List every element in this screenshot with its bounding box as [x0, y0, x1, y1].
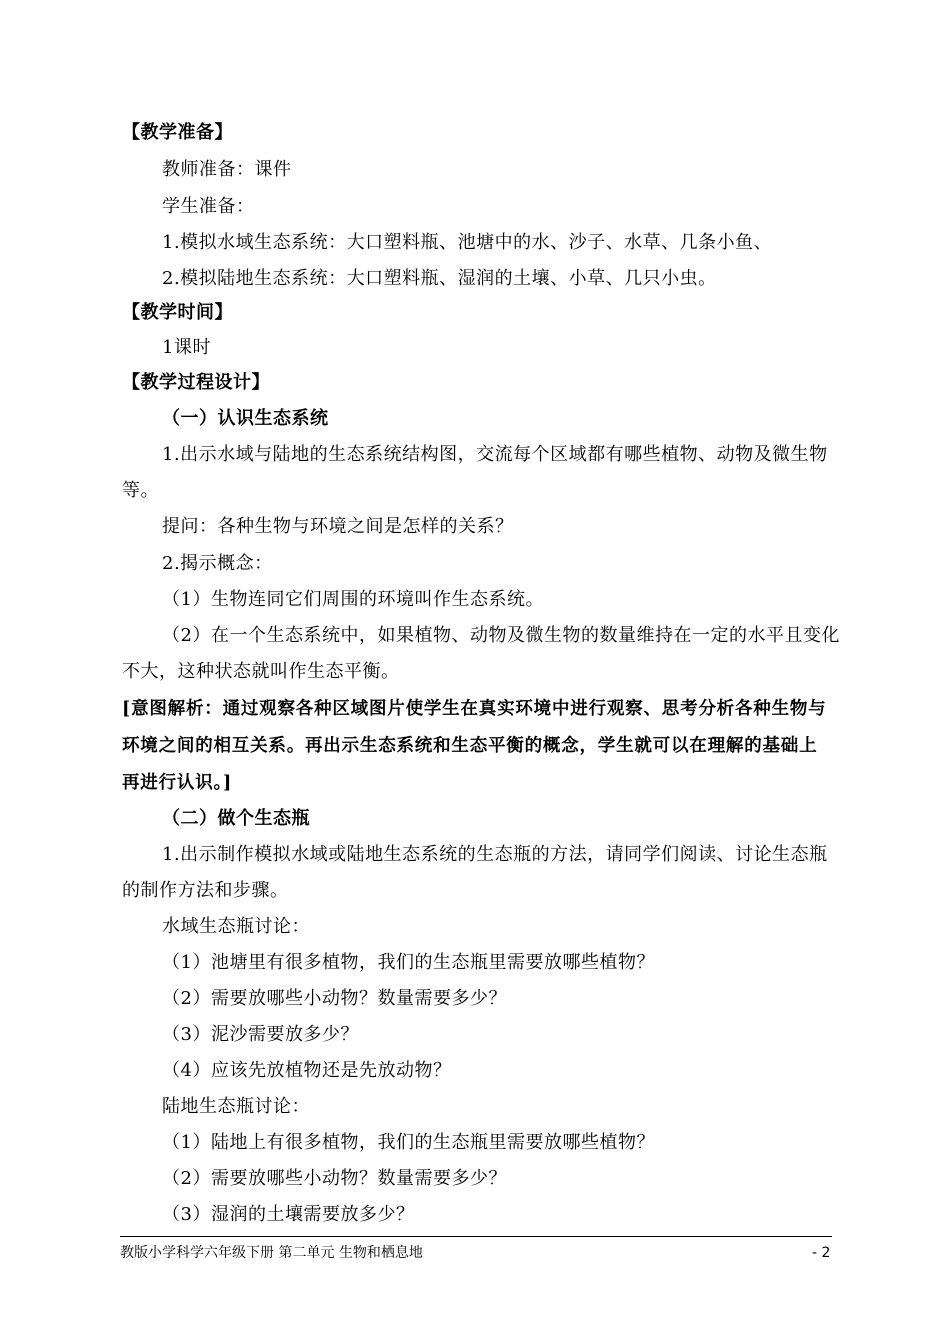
paragraph-line: （4）应该先放植物还是先放动物？ [162, 1060, 452, 1081]
paragraph-line: 1.出示水域与陆地的生态系统结构图，交流每个区域都有哪些植物、动物及微生物 [162, 444, 828, 465]
paragraph-line: （1）陆地上有很多植物，我们的生态瓶里需要放哪些植物？ [162, 1132, 655, 1153]
subheading-section-1: （一）认识生态系统 [162, 408, 329, 429]
page-number: - 2 [812, 1245, 831, 1261]
paragraph-line: 提问：各种生物与环境之间是怎样的关系？ [162, 516, 514, 537]
paragraph-line: 教师准备：课件 [162, 159, 292, 180]
footer-title: 教版小学科学六年级下册 第二单元 生物和栖息地 [120, 1245, 423, 1261]
paragraph-line: 的制作方法和步骤。 [122, 880, 289, 901]
paragraph-line: 2.模拟陆地生态系统：大口塑料瓶、湿润的土壤、小草、几只小虫。 [162, 268, 717, 289]
paragraph-line: 陆地生态瓶讨论： [162, 1096, 310, 1117]
paragraph-line: 不大，这种状态就叫作生态平衡。 [122, 661, 400, 682]
intent-note-line: [意图解析：通过观察各种区域图片使学生在真实环境中进行观察、思考分析各种生物与 [122, 699, 827, 719]
paragraph-line: 1课时 [162, 337, 211, 358]
paragraph-line: （3）泥沙需要放多少？ [162, 1024, 359, 1045]
footer-divider [120, 1236, 832, 1237]
heading-teaching-process: 【教学过程设计】 [122, 372, 270, 393]
intent-note-line: 再进行认识。] [122, 773, 233, 793]
paragraph-line: 1.出示制作模拟水域或陆地生态系统的生态瓶的方法，请同学们阅读、讨论生态瓶 [162, 844, 828, 865]
paragraph-line: 2.揭示概念： [162, 553, 273, 574]
paragraph-line: （2）需要放哪些小动物？数量需要多少？ [162, 988, 507, 1009]
paragraph-line: （2）在一个生态系统中，如果植物、动物及微生物的数量维持在一定的水平且变化 [162, 625, 840, 646]
subheading-section-2: （二）做个生态瓶 [162, 808, 310, 829]
paragraph-line: （1）生物连同它们周围的环境叫作生态系统。 [162, 589, 544, 610]
paragraph-line: （2）需要放哪些小动物？数量需要多少？ [162, 1168, 507, 1189]
intent-note-line: 环境之间的相互关系。再出示生态系统和生态平衡的概念，学生就可以在理解的基础上 [122, 736, 818, 756]
paragraph-line: （3）湿润的土壤需要放多少？ [162, 1204, 415, 1225]
heading-teaching-prep: 【教学准备】 [122, 122, 233, 143]
paragraph-line: 1.模拟水域生态系统：大口塑料瓶、池塘中的水、沙子、水草、几条小鱼、 [162, 232, 773, 253]
paragraph-line: （1）池塘里有很多植物，我们的生态瓶里需要放哪些植物？ [162, 952, 655, 973]
paragraph-line: 等。 [122, 480, 159, 501]
paragraph-line: 水域生态瓶讨论： [162, 916, 310, 937]
paragraph-line: 学生准备： [162, 196, 255, 217]
heading-teaching-time: 【教学时间】 [122, 302, 233, 323]
